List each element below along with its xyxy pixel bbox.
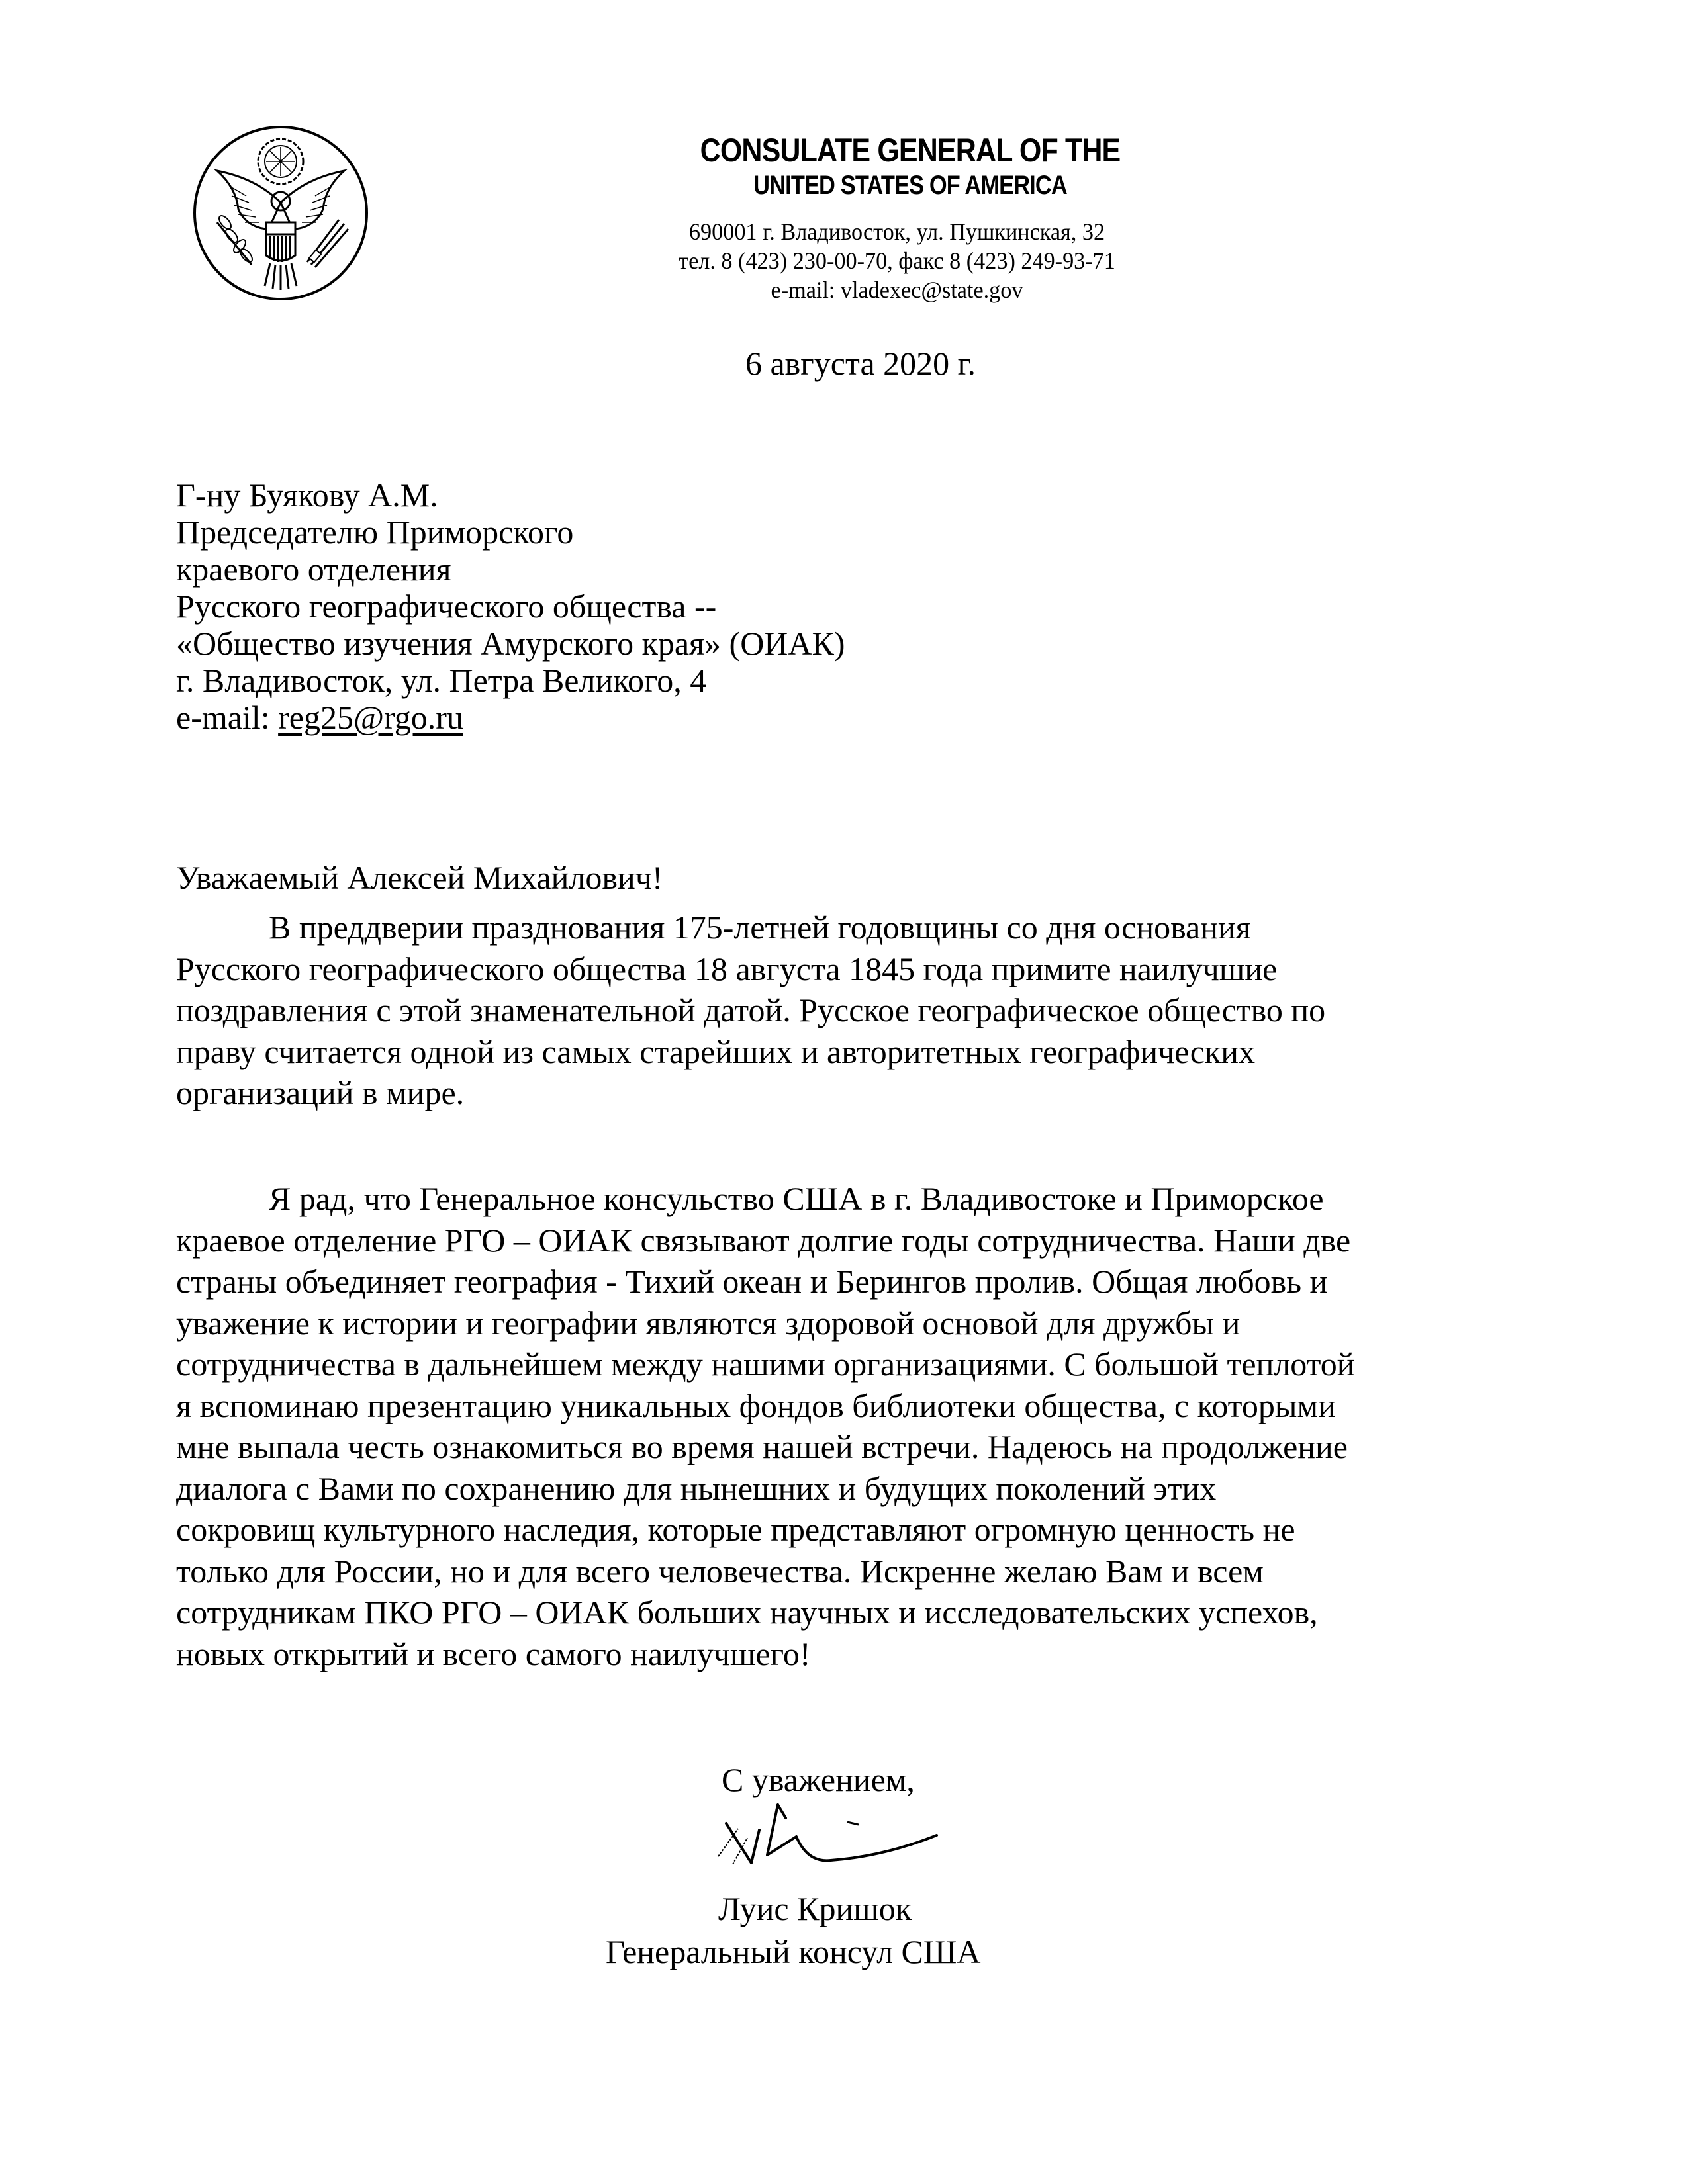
recipient-line: г. Владивосток, ул. Петра Великого, 4 [176, 662, 707, 699]
paragraph-line: мне выпала честь ознакомиться во время нашей встречи. Надеюсь на продолжение [176, 1428, 1348, 1465]
paragraph-line: сокровищ культурного наследия, которые представляют огромную ценность не [176, 1511, 1295, 1548]
recipient-line: «Общество изучения Амурского края» (ОИАК) [176, 625, 845, 662]
us-great-seal-icon [191, 123, 371, 303]
body-paragraph-2 [176, 1178, 1474, 1674]
signer-name: Луис Кришок [718, 1890, 912, 1927]
letterhead-email: e-mail: vladexec@state.gov [771, 277, 1023, 303]
recipient-block [176, 477, 845, 736]
signer-title: Генеральный консул США [606, 1933, 981, 1970]
paragraph-line: я вспоминаю презентацию уникальных фондов библиотеки общества, с которыми [176, 1387, 1336, 1424]
handwritten-signature-icon [685, 1803, 983, 1876]
letterhead-title-line2: UNITED STATES OF AMERICA [753, 171, 1067, 200]
paragraph-line: страны объединяет география - Тихий океан и Берингов пролив. Общая любовь и [176, 1263, 1328, 1300]
paragraph-line: новых открытий и всего самого наилучшего! [176, 1635, 811, 1672]
paragraph-line: сотрудничества в дальнейшем между нашими организациями. С большой теплотой [176, 1345, 1355, 1383]
recipient-line: краевого отделения [176, 551, 451, 588]
paragraph-line: В преддверии празднования 175-летней годовщины со дня основания [269, 909, 1251, 946]
paragraph-line: только для России, но и для всего человечества. Искренне желаю Вам и всем [176, 1552, 1264, 1590]
letterhead-phone-fax: тел. 8 (423) 230-00-70, факс 8 (423) 249-93-71 [679, 248, 1115, 274]
paragraph-line: сотрудникам ПКО РГО – ОИАК больших научных и исследовательских успехов, [176, 1594, 1318, 1631]
letterhead-title-line1: CONSULATE GENERAL OF THE [700, 132, 1121, 169]
recipient-email-label: e-mail: [176, 699, 279, 736]
paragraph-line: праву считается одной из самых старейших и авторитетных географических [176, 1032, 1255, 1070]
paragraph-line: Русского географического общества 18 августа 1845 года примите наилучшие [176, 950, 1278, 987]
recipient-line: Русского географического общества -- [176, 588, 717, 625]
paragraph-line: организаций в мире. [176, 1074, 465, 1111]
paragraph-line: Я рад, что Генеральное консульство США в г. Владивостоке и Приморское [269, 1180, 1324, 1217]
recipient-email-link[interactable]: reg25@rgo.ru [278, 699, 463, 736]
paragraph-line: диалога с Вами по сохранению для нынешних и будущих поколений этих [176, 1469, 1217, 1507]
recipient-line: Г-ну Буякову А.М. [176, 477, 438, 514]
paragraph-line: краевое отделение РГО – ОИАК связывают долгие годы сотрудничества. Наши две [176, 1221, 1351, 1259]
salutation: Уважаемый Алексей Михайлович! [176, 859, 663, 896]
paragraph-line: уважение к истории и географии являются здоровой основой для дружбы и [176, 1304, 1241, 1342]
recipient-email-line [176, 699, 845, 736]
letter-date: 6 августа 2020 г. [745, 345, 976, 382]
body-paragraph-1 [176, 907, 1474, 1114]
valediction: С уважением, [722, 1761, 915, 1798]
letterhead-address: 690001 г. Владивосток, ул. Пушкинская, 32 [688, 218, 1105, 245]
recipient-line: Председателю Приморского [176, 514, 574, 551]
paragraph-line: поздравления с этой знаменательной датой. Русское географическое общество по [176, 991, 1326, 1028]
